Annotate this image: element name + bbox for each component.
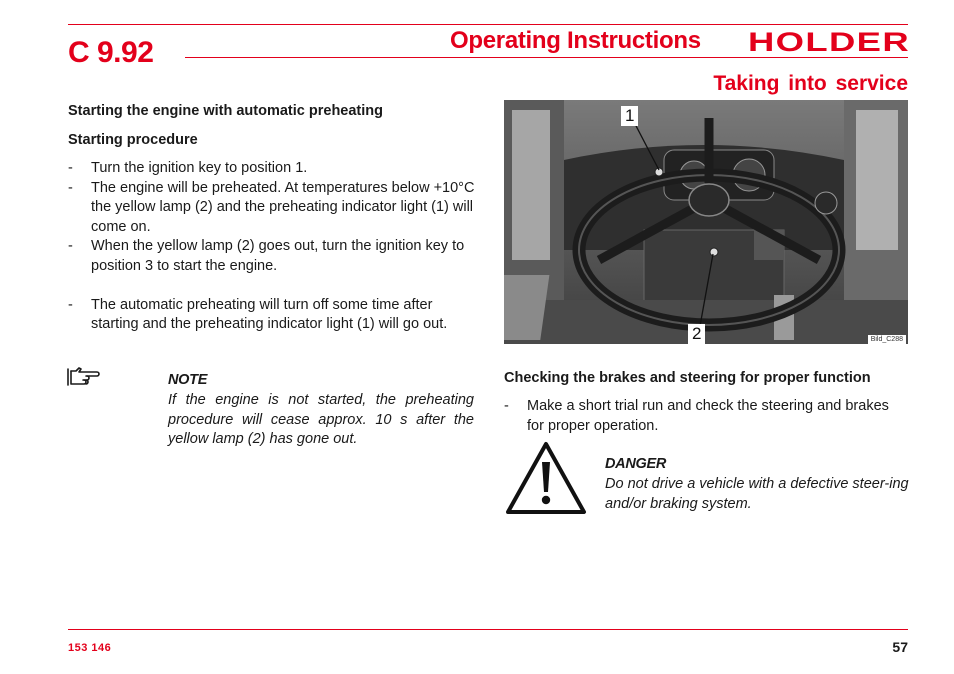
warning-triangle-icon [504,440,588,516]
danger-text: Do not drive a vehicle with a defective steer-ing and/or braking system. [605,476,909,512]
brand-logo: HOLDER [748,27,910,57]
model-number: C 9.92 [68,36,154,69]
page-number: 57 [892,639,908,655]
list-item: - Turn the ignition key to position 1. [68,159,476,179]
danger-title: DANGER [605,456,667,472]
pointing-hand-icon [66,366,100,388]
note-title: NOTE [168,372,208,388]
engine-start-heading: Starting the engine with automatic preheating [68,103,383,119]
steering-wheel-photo [504,100,908,344]
starting-procedure-heading: Starting procedure [68,132,198,148]
document-title: Operating Instructions [450,27,701,54]
brakes-steering-heading: Checking the brakes and steering for proper function [504,370,871,386]
header-top-rule [68,24,908,25]
list-item: - The automatic preheating will turn off some time after starting and the preheating indicator light (1) will go out. [68,296,476,335]
brakes-steps-list [504,397,892,436]
figure-credit: Bild_C288 [868,335,906,344]
section-title: Taking into service [713,72,908,95]
footer-rule [68,629,908,630]
starting-steps-list [68,159,476,335]
list-item: - When the yellow lamp (2) goes out, turn the ignition key to position 3 to start the engine. [68,237,476,276]
document-number: 153 146 [68,642,112,654]
header-title-rule [185,57,908,58]
note-text: If the engine is not started, the preheating procedure will cease approx. 10 s after the yellow lamp (2) has gone out. [168,392,474,447]
callout-label-2: 2 [688,324,705,344]
list-item: - Make a short trial run and check the steering and brakes for proper operation. [504,397,892,436]
list-item: - The engine will be preheated. At temperatures below +10°C the yellow lamp (2) and the preheating indicator light (1) will come on. [68,179,476,238]
callout-label-1: 1 [621,106,638,126]
